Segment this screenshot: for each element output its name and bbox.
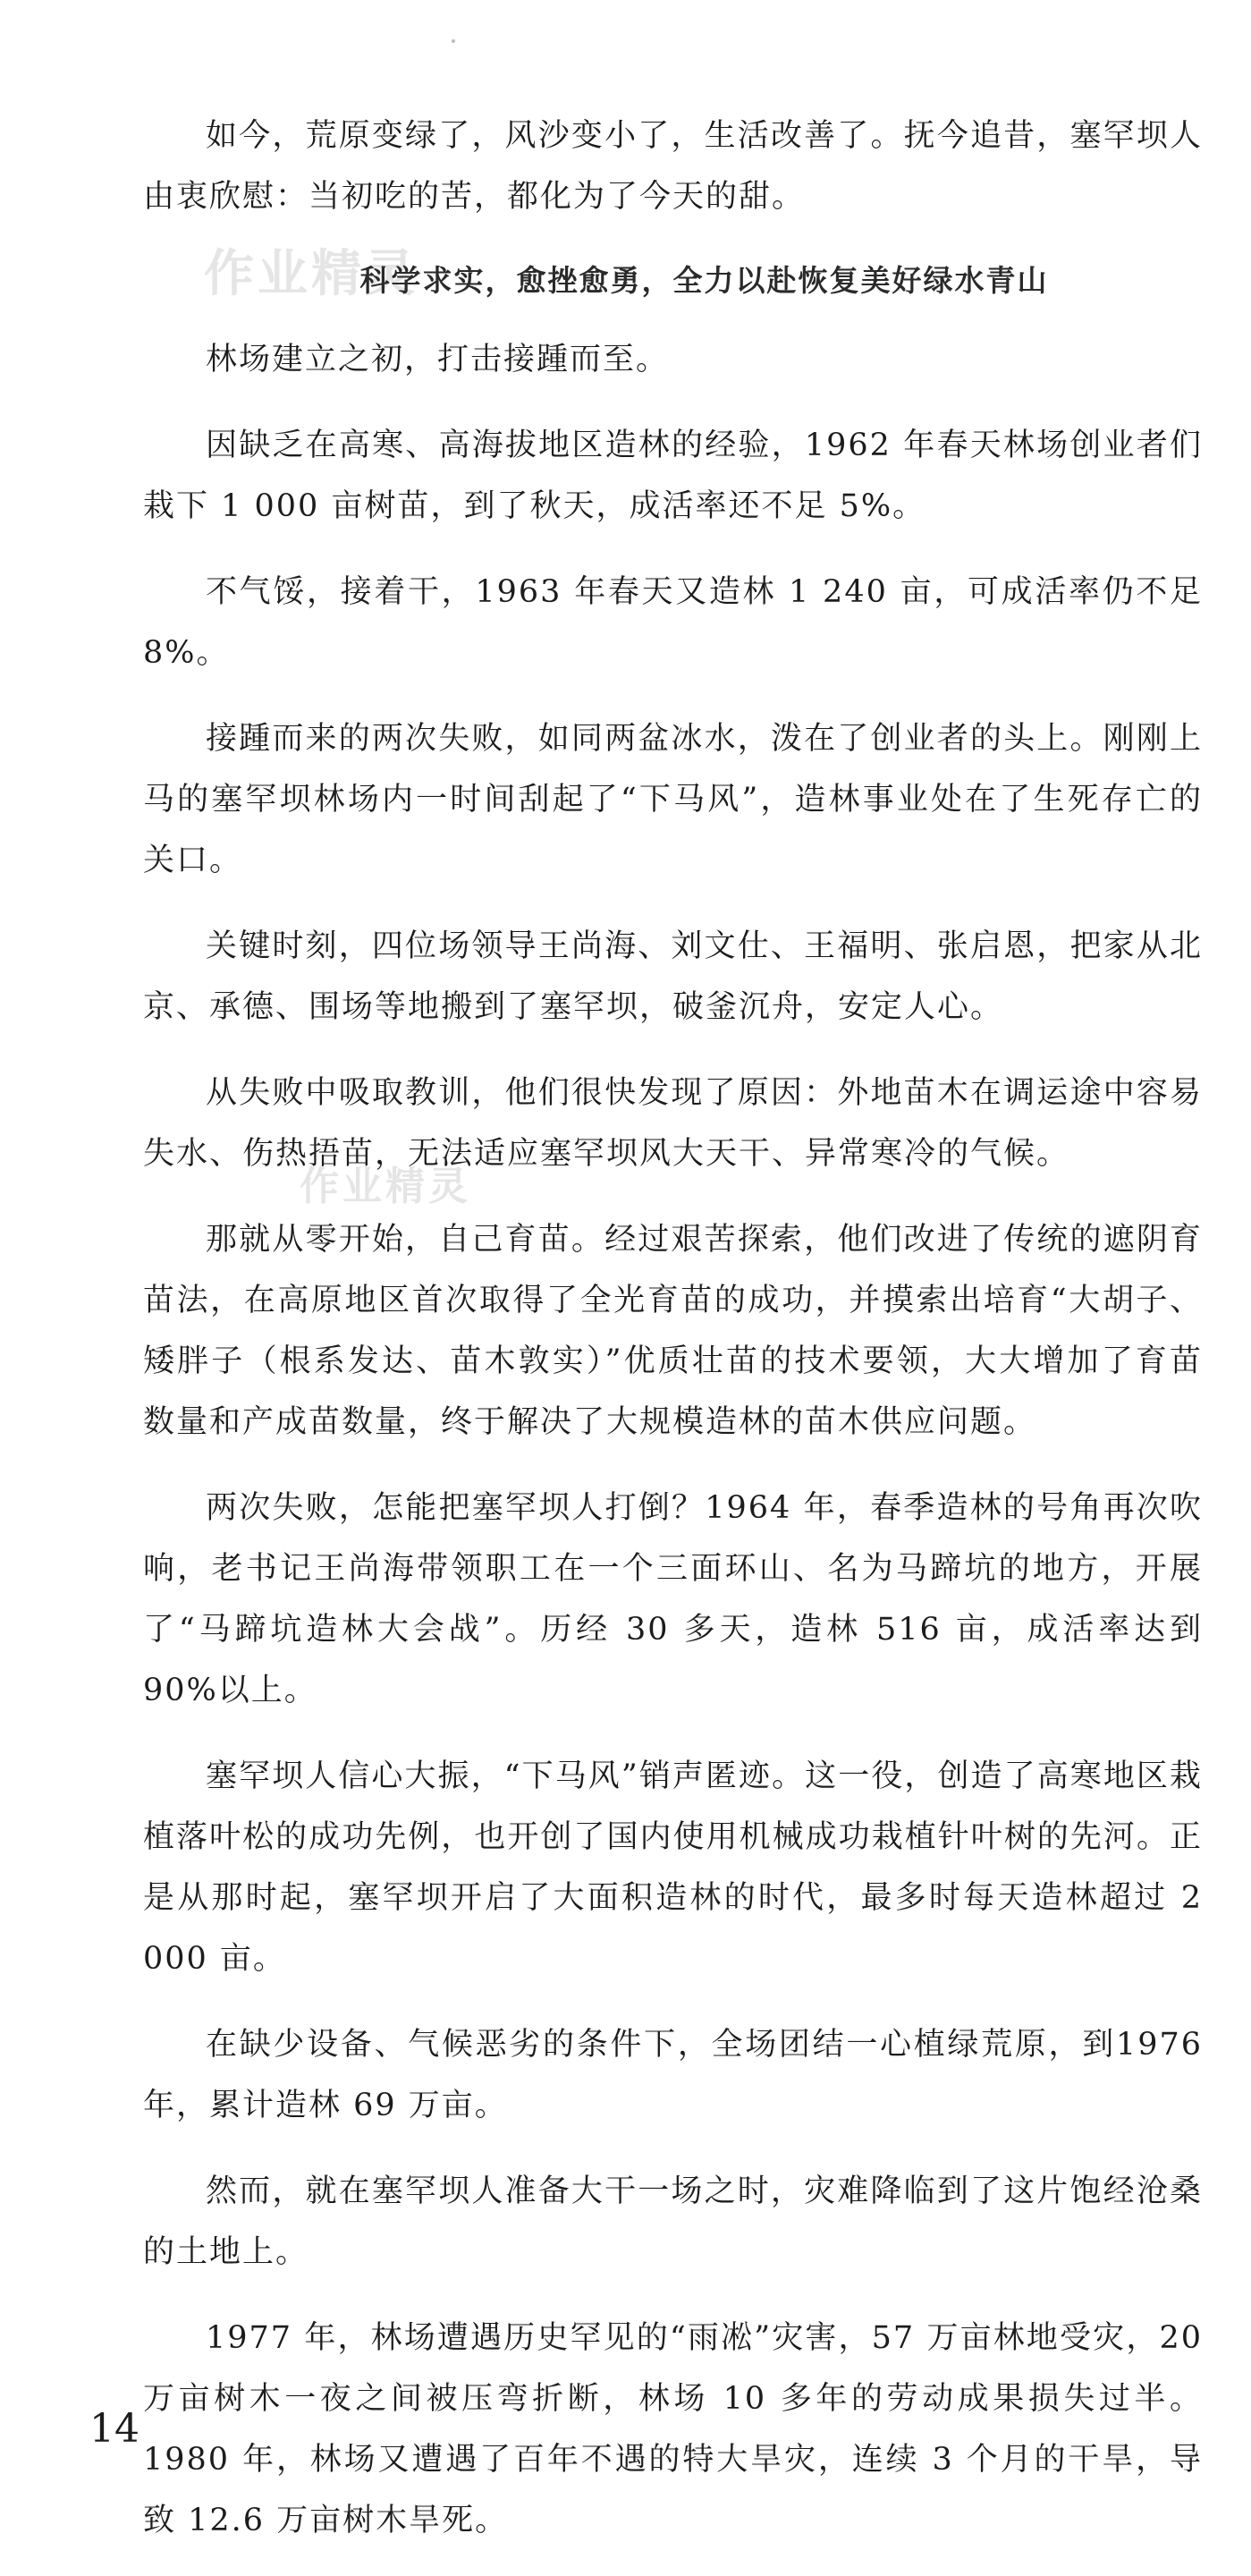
paragraph: 林场建立之初，打击接踵而至。: [206, 342, 670, 377]
paragraph: 不气馁，接着干，1963 年春天又造林 1 240 亩，可成活率仍不足 8%。: [143, 574, 1203, 671]
article-body: [143, 106, 1203, 2576]
paragraph: 然而，就在塞罕坝人准备大干一场之时，灾难降临到了这片饱经沧桑的土地上。: [143, 2174, 1203, 2270]
paragraph: 在缺少设备、气候恶劣的条件下，全场团结一心植绿荒原，到1976 年，累计造林 69 万亩。: [143, 2027, 1203, 2123]
paragraph: 接踵而来的两次失败，如同两盆冰水，泼在了创业者的头上。刚刚上马的塞罕坝林场内一时间刮起了“下马风”，造林事业处在了生死存亡的关口。: [143, 721, 1203, 878]
paragraph: 两次失败，怎能把塞罕坝人打倒？1964 年，春季造林的号角再次吹响，老书记王尚海带领职工在一个三面环山、名为马蹄坑的地方，开展了“马蹄坑造林大会战”。历经 30 多天，造林 516 亩，成活率达到 90%以上。: [143, 1490, 1203, 1708]
paragraph: 如今，荒原变绿了，风沙变小了，生活改善了。抚今追昔，塞罕坝人由衷欣慰：当初吃的苦，都化为了今天的甜。: [143, 118, 1203, 215]
page-number: 14: [89, 2406, 139, 2452]
paragraph: 塞罕坝人信心大振，“下马风”销声匿迹。这一役，创造了高寒地区栽植落叶松的成功先例，也开创了国内使用机械成功栽植针叶树的先河。正是从那时起，塞罕坝开启了大面积造林的时代，最多时每天造林超过 2 000 亩。: [143, 1758, 1203, 1977]
scan-dot: [452, 39, 455, 43]
paragraph: 从失败中吸取教训，他们很快发现了原因：外地苗木在调运途中容易失水、伤热捂苗，无法适应塞罕坝风大天干、异常寒冷的气候。: [143, 1075, 1203, 1172]
paragraph: 关键时刻，四位场领导王尚海、刘文仕、王福明、张启恩，把家从北京、承德、围场等地搬到了塞罕坝，破釜沉舟，安定人心。: [143, 928, 1203, 1025]
paragraph: 因缺乏在高寒、高海拔地区造林的经验，1962 年春天林场创业者们栽下 1 000 亩树苗，到了秋天，成活率还不足 5%。: [143, 428, 1203, 524]
watermark: 作业精灵: [300, 1164, 471, 1209]
paragraph: 那就从零开始，自己育苗。经过艰苦探索，他们改进了传统的遮阴育苗法，在高原地区首次取得了全光育苗的成功，并摸索出培育“大胡子、矮胖子（根系发达、苗木敦实）”优质壮苗的技术要领，大大增加了育苗数量和产成苗数量，终于解决了大规模造林的苗木供应问题。: [143, 1222, 1203, 1440]
watermark: 作业精灵: [204, 245, 418, 303]
section-heading: 科学求实，愈挫愈勇，全力以赴恢复美好绿水青山: [359, 263, 1049, 298]
paragraph: 1977 年，林场遭遇历史罕见的“雨凇”灾害，57 万亩林地受灾，20 万亩树木一夜之间被压弯折断，林场 10 多年的劳动成果损失过半。1980 年，林场又遭遇了百年不遇的特大旱灾，连续 3 个月的干旱，导致 12.6 万亩树木旱死。: [143, 2320, 1203, 2538]
